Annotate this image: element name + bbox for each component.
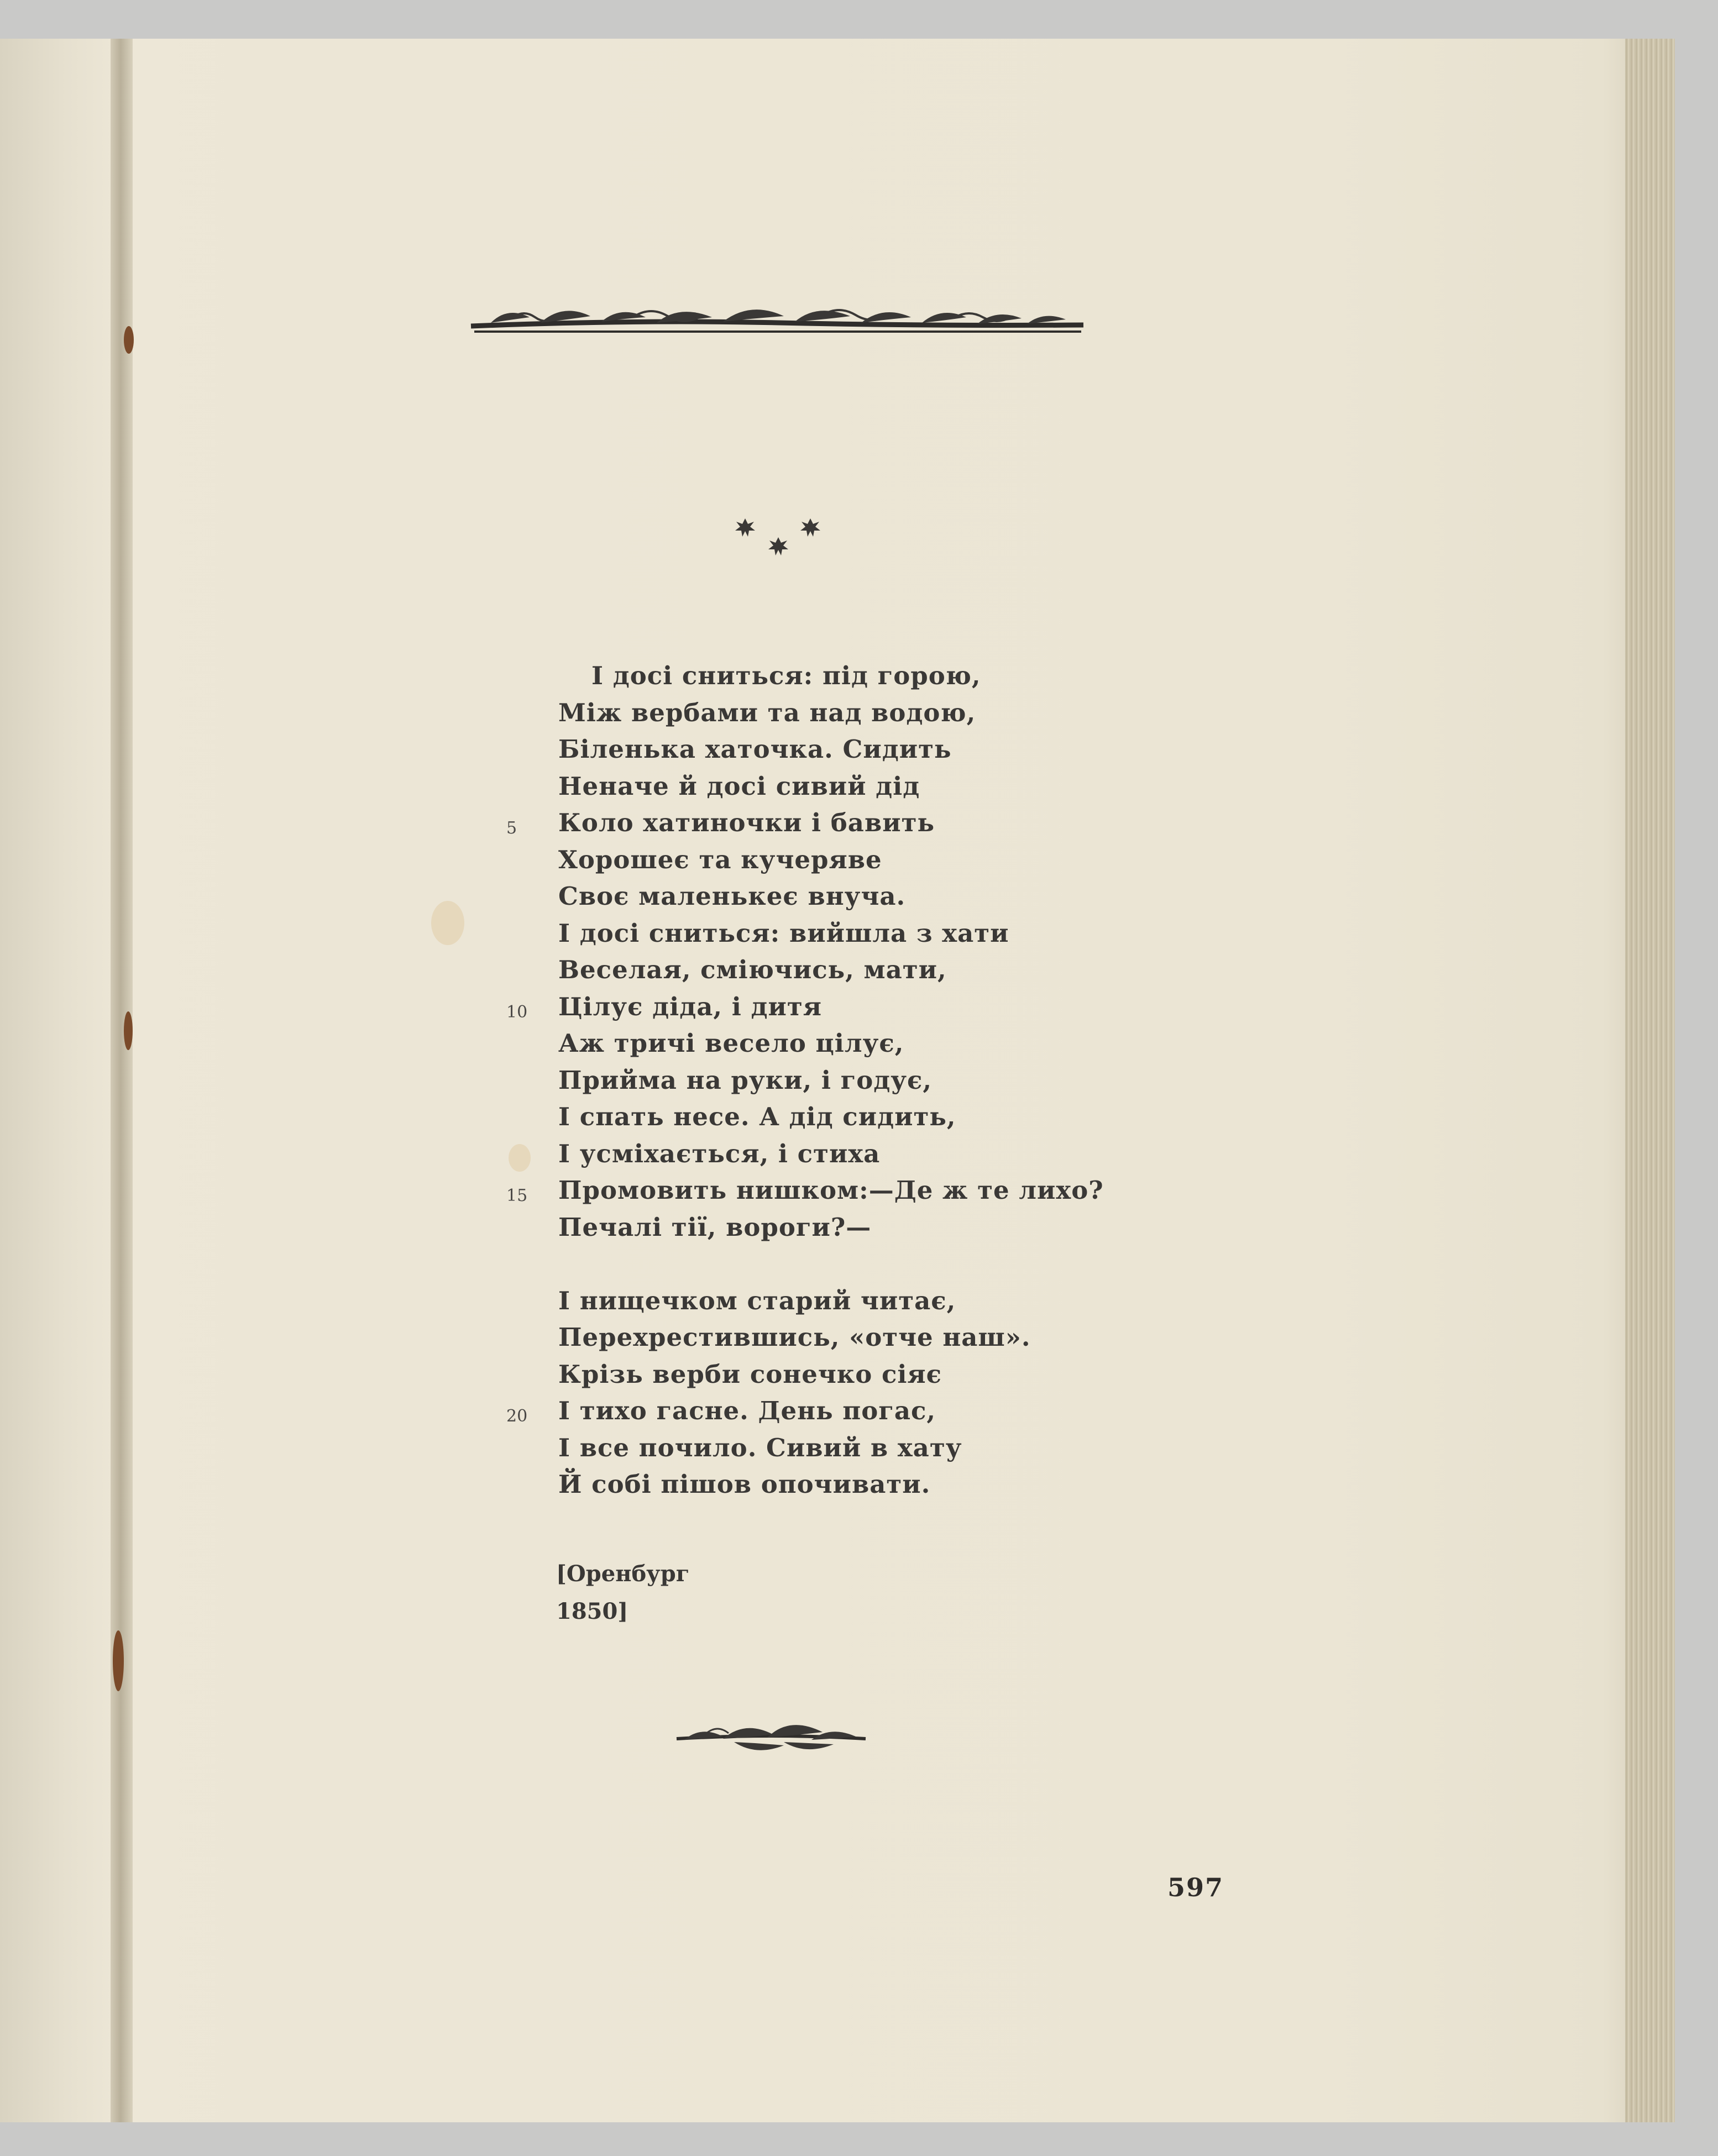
poem-line: Перехрестившись, «отче наш».	[558, 1323, 1031, 1352]
poem-line-text: Цілує діда, і дитя	[558, 992, 823, 1021]
stanza-gap	[558, 1246, 1104, 1283]
page-fore-edge	[1625, 39, 1675, 2122]
poem-line: І нищечком старий читає,	[558, 1286, 956, 1315]
paper-stain	[509, 1144, 531, 1172]
line-number: 10	[506, 1002, 528, 1022]
poem-line: Веселая, сміючись, мати,	[558, 955, 947, 984]
poem-line-text: Промовить нишком:—Де ж те лихо?	[558, 1176, 1104, 1205]
poem-line	[506, 1172, 1104, 1209]
page-number: 597	[1167, 1872, 1224, 1902]
ink-spot	[124, 1011, 133, 1050]
poem-line: Неначе й досі сивий дід	[558, 771, 920, 801]
poem-line: І спать несе. А дід сидить,	[558, 1102, 956, 1131]
book-page	[0, 39, 1675, 2122]
poem-line: І досі сниться: вийшла з хати	[558, 918, 1009, 948]
asterism-icon	[729, 513, 828, 563]
poem-line: Печалі тії, вороги?—	[558, 1212, 872, 1242]
poem-line: І усміхається, і стиха	[558, 1139, 881, 1168]
poem-line: Крізь верби сонечко сіяє	[558, 1359, 942, 1389]
poem-line-text: Коло хатиночки і бавить	[558, 808, 935, 837]
poem-line: Між вербами та над водою,	[558, 697, 976, 727]
ink-spot	[124, 326, 134, 354]
line-number: 15	[506, 1186, 528, 1205]
poem-line	[506, 989, 1104, 1026]
poem-line: Хорошеє та кучеряве	[558, 844, 882, 874]
poem-line: Аж тричі весело цілує,	[558, 1029, 904, 1058]
ink-spot	[113, 1630, 124, 1691]
dateline-year: 1850]	[556, 1598, 628, 1624]
poem-line	[506, 1393, 1104, 1430]
poem-line: Й собі пішов опочивати.	[558, 1470, 931, 1499]
poem-text	[506, 658, 1104, 1503]
dateline	[556, 1555, 689, 1630]
top-ornament-icon	[469, 301, 1086, 336]
dateline-place: [Оренбург	[556, 1561, 690, 1587]
poem-line: Своє маленькеє внуча.	[558, 882, 906, 911]
poem-line: І все почило. Сивий в хату	[558, 1433, 962, 1462]
poem-line: І досі сниться: під горою,	[591, 661, 981, 690]
poem-line: Біленька хаточка. Сидить	[558, 735, 952, 764]
paper-stain	[431, 901, 464, 945]
poem-line: Прийма на руки, і годує,	[558, 1065, 933, 1095]
line-number: 20	[506, 1407, 528, 1426]
poem-line-text: І тихо гасне. День погас,	[558, 1396, 936, 1425]
bottom-ornament-icon	[673, 1717, 869, 1755]
poem-line	[506, 805, 1104, 842]
line-number: 5	[506, 819, 517, 838]
